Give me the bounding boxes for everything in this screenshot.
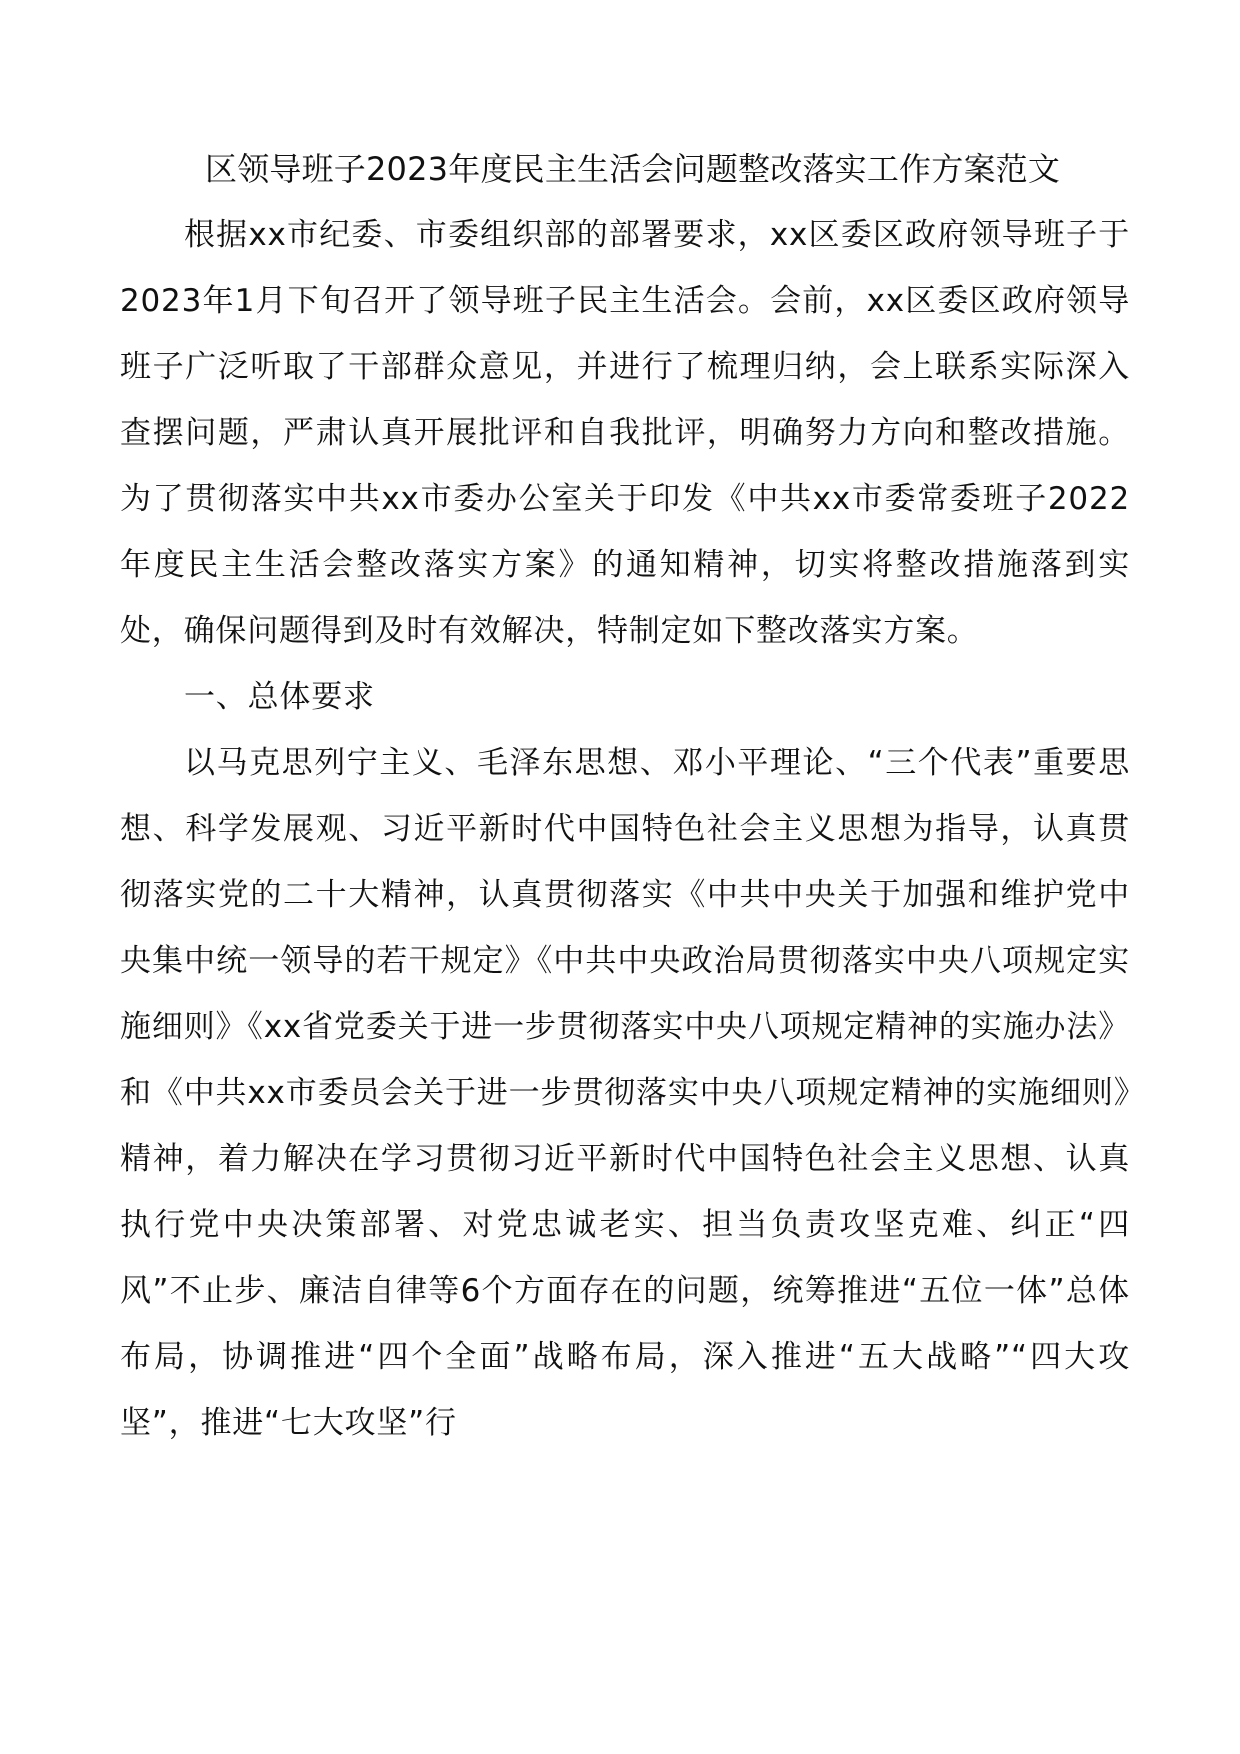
intro-paragraph: 根据xx市纪委、市委组织部的部署要求，xx区委区政府领导班子于2023年1月下旬召开了领导班子民主生活会。会前，xx区委区政府领导班子广泛听取了干部群众意见，并进行了梳理归纳，会上联系实际深入查摆问题，严肃认真开展批评和自我批评，明确努力方向和整改措施。为了贯彻落实中共xx市委办公室关于印发《中共xx市委常委班子2022年度民主生活会整改落实方案》的通知精神，切实将整改措施落到实处，确保问题得到及时有效解决，特制定如下整改落实方案。 — [120, 217, 1130, 649]
section-heading-general-requirements: 一、总体要求 — [184, 679, 375, 715]
general-requirements-paragraph: 以马克思列宁主义、毛泽东思想、邓小平理论、“三个代表”重要思想、科学发展观、习近平新时代中国特色社会主义思想为指导，认真贯彻落实党的二十大精神，认真贯彻落实《中共中央关于加强和维护党中央集中统一领导的若干规定》《中共中央政治局贯彻落实中央八项规定实施细则》《xx省党委关于进一步贯彻落实中央八项规定精神的实施办法》和《中共xx市委员会关于进一步贯彻落实中央八项规定精神的实施细则》精神，着力解决在学习贯彻习近平新时代中国特色社会主义思想、认真执行党中央决策部署、对党忠诚老实、担当负责攻坚克难、纠正“四风”不止步、廉洁自律等6个方面存在的问题，统筹推进“五位一体”总体布局，协调推进“四个全面”战略布局，深入推进“五大战略”“四大攻坚”，推进“七大攻坚”行 — [120, 745, 1130, 1441]
document-body — [120, 136, 1130, 1456]
document-title: 区领导班子2023年度民主生活会问题整改落实工作方案范文 — [205, 150, 1061, 188]
